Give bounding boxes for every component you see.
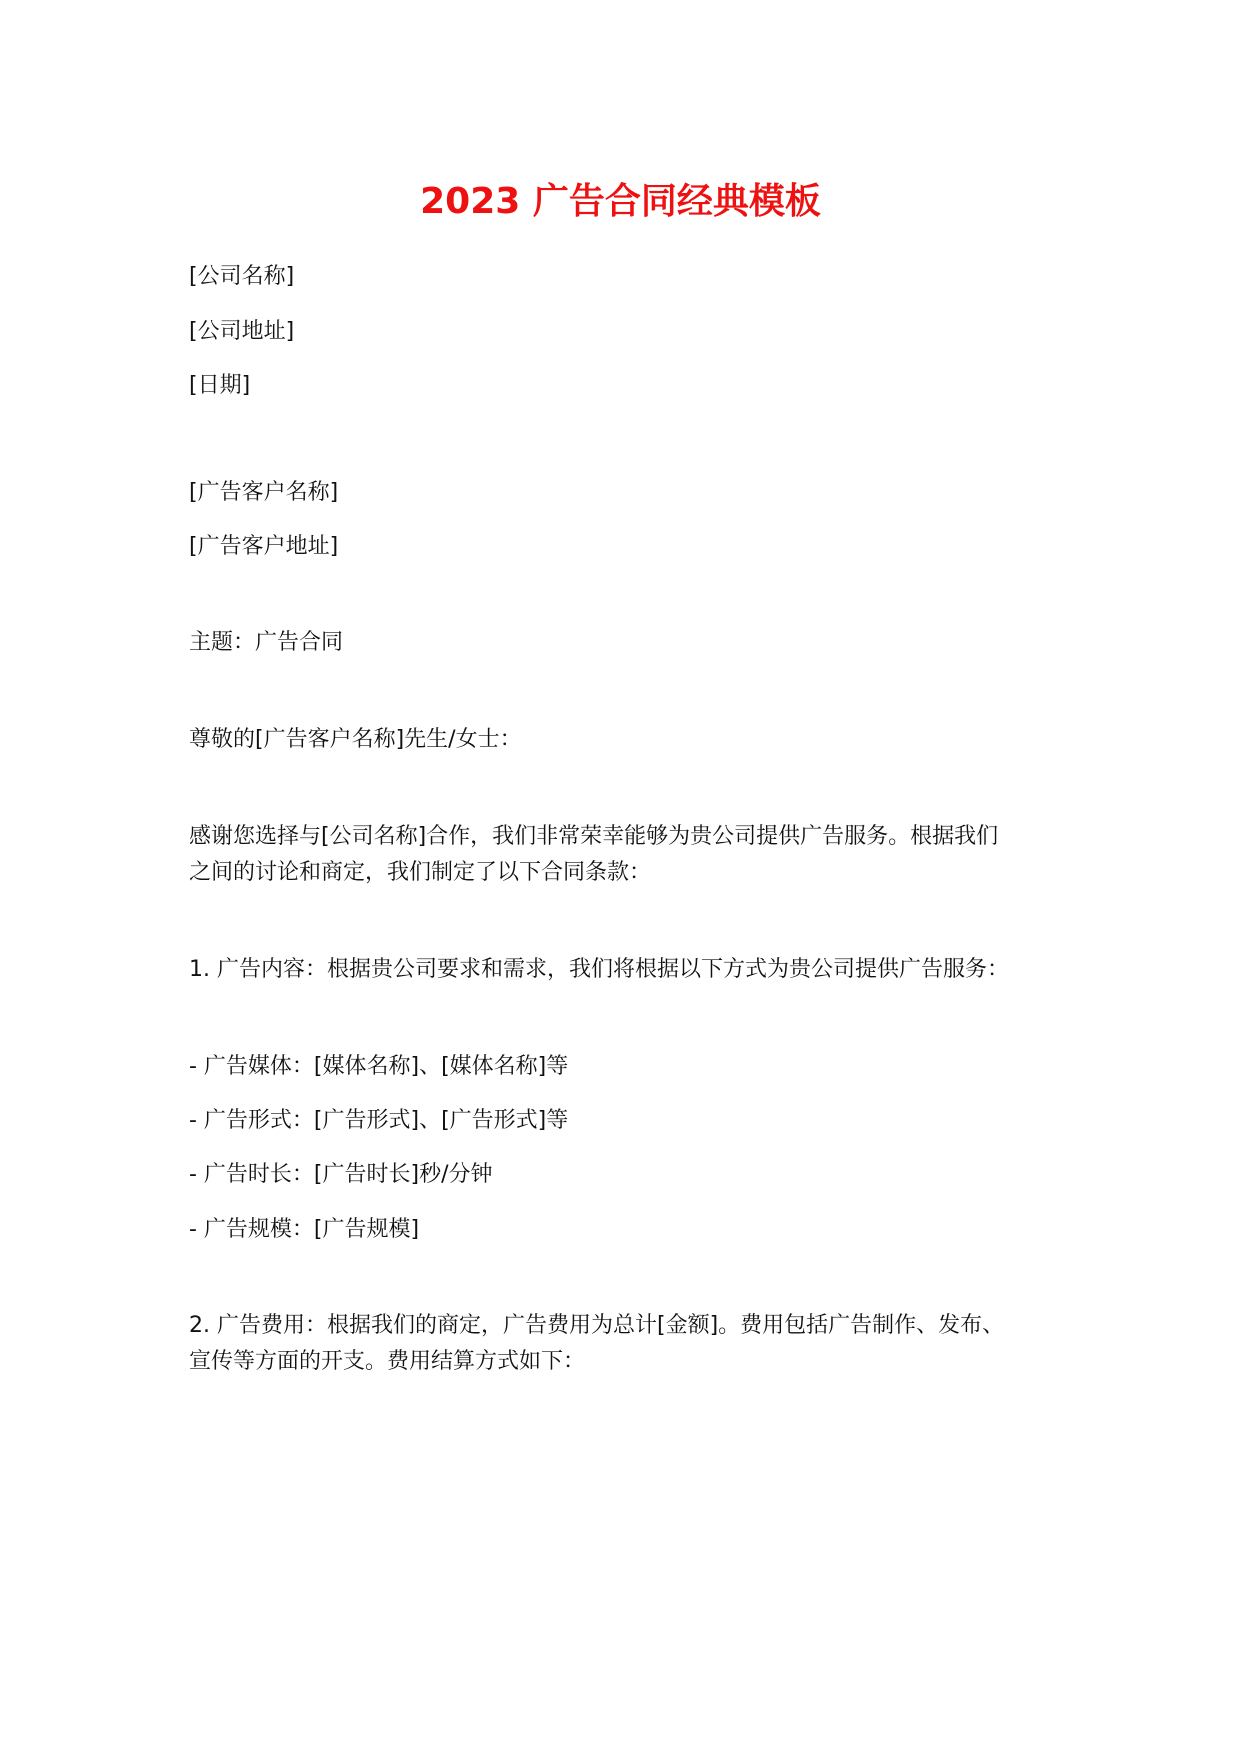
- salutation: 尊敬的[广告客户名称]先生/女士：: [189, 727, 522, 752]
- subject-line: 主题：广告合同: [189, 630, 344, 655]
- clause-1-item-format: - 广告形式：[广告形式]、[广告形式]等: [189, 1108, 569, 1133]
- sender-date: [日期]: [189, 373, 251, 398]
- clause-1-item-media: - 广告媒体：[媒体名称]、[媒体名称]等: [189, 1054, 569, 1079]
- recipient-client-address: [广告客户地址]: [189, 534, 339, 559]
- sender-company-address: [公司地址]: [189, 319, 295, 344]
- clause-1-item-duration: - 广告时长：[广告时长]秒/分钟: [189, 1162, 493, 1187]
- clause-1-heading: 1. 广告内容：根据贵公司要求和需求，我们将根据以下方式为贵公司提供广告服务：: [189, 957, 1009, 982]
- clause-2-line-1: 2. 广告费用：根据我们的商定，广告费用为总计[金额]。费用包括广告制作、发布、: [189, 1313, 1005, 1338]
- recipient-client-name: [广告客户名称]: [189, 480, 339, 505]
- intro-paragraph-line-1: 感谢您选择与[公司名称]合作，我们非常荣幸能够为贵公司提供广告服务。根据我们: [189, 824, 999, 849]
- clause-2-line-2: 宣传等方面的开支。费用结算方式如下：: [189, 1349, 586, 1374]
- sender-company-name: [公司名称]: [189, 264, 295, 289]
- document-title: 2023 广告合同经典模板: [420, 181, 821, 222]
- clause-1-item-scale: - 广告规模：[广告规模]: [189, 1217, 420, 1242]
- intro-paragraph-line-2: 之间的讨论和商定，我们制定了以下合同条款：: [189, 860, 652, 885]
